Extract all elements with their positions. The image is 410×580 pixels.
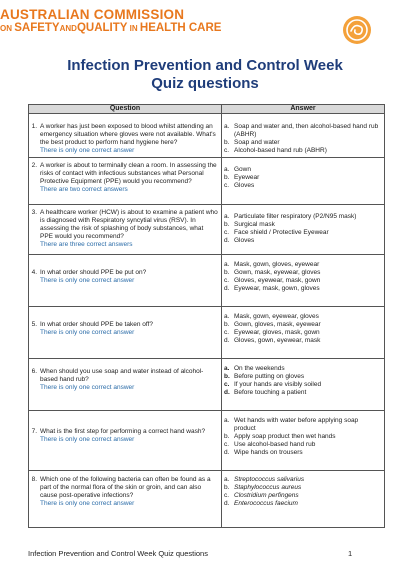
question-hint: There are three correct answers [40,241,133,248]
question-number: 4. [31,269,37,276]
answer-option: b. Staphylococcus aureus [224,484,302,491]
question-hint: There are two correct answers [40,186,128,193]
quiz-table [28,104,385,528]
answer-option: c. Eyewear, gloves, mask, gown [224,329,320,336]
column-header-question: Question [29,105,222,114]
answer-option: c. Face shield / Protective Eyewear [224,229,329,236]
question-cell [29,307,222,359]
question-hint: There is only one correct answer [40,500,135,507]
answer-option: a. Wet hands with water before applying soap product [224,417,359,432]
question-number: 8. [31,476,37,483]
question-number: 1. [31,123,37,130]
question-number: 7. [31,428,37,435]
question-number: 5. [31,321,37,328]
answer-option: b. Apply soap product then wet hands [224,433,336,440]
question-cell [29,471,222,528]
question-hint: There is only one correct answer [40,329,135,336]
table-row [29,205,385,255]
question-cell [29,205,222,255]
answer-cell [222,114,385,158]
answer-cell [222,158,385,205]
question-text: When should you use soap and water instead of alcohol-based hand rub? [40,368,204,383]
question-number: 2. [31,162,37,169]
answer-option: c. Gloves [224,182,255,189]
answer-option: a. Mask, gown, eyewear, gloves [224,313,319,320]
question-cell [29,114,222,158]
question-number: 6. [31,368,37,375]
answer-cell [222,471,385,528]
answer-cell [222,255,385,307]
question-cell [29,359,222,411]
answer-option: c. If your hands are visibly soiled [224,381,322,388]
question-text: What is the first step for performing a correct hand wash? [40,428,206,435]
answer-option: d. Before touching a patient [224,389,307,396]
answer-option: c. Alcohol-based hand rub (ABHR) [224,147,327,154]
table-row [29,359,385,411]
question-text: A worker has just been exposed to blood whilst attending an emergency situation where gloves were not available. What's the best product to perform hand hygiene here? [40,123,216,146]
answer-option: d. Gloves [224,237,255,244]
question-hint: There is only one correct answer [40,147,135,154]
question-hint: There is only one correct answer [40,277,135,284]
answer-option: b. Gown, mask, eyewear, gloves [224,269,321,276]
table-row [29,114,385,158]
page-title: Infection Prevention and Control Week [67,57,343,74]
answer-option: d. Enterococcus faecium [224,500,298,507]
org-name-line1: AUSTRALIAN COMMISSION [0,7,185,22]
answer-option: a. Gown [224,166,251,173]
answer-option: b. Surgical mask [224,221,275,228]
table-header-row [29,105,385,114]
answer-option: a. Soap and water and, then alcohol-based hand rub (ABHR) [224,123,379,138]
question-text: In what order should PPE be taken off? [40,321,153,328]
table-row [29,255,385,307]
answer-option: c. Clostridium perfingens [224,492,299,499]
answer-option: b. Soap and water [224,139,280,146]
answer-option: a. Streptococcus salivarius [224,476,305,483]
answer-cell [222,359,385,411]
page-subtitle: Quiz questions [151,75,259,92]
question-text: A worker is about to terminally clean a room. In assessing the risks of contact with infectious substances what Personal Protective Equipment (PPE) would you recommend? [40,162,217,185]
answer-option: b. Before putting on gloves [224,373,305,380]
table-row [29,411,385,471]
question-text: A healthcare worker (HCW) is about to examine a patient who is diagnosed with Respiratory syncytial virus (RSV). In assessing the risk of splashing of body substances, what PPE would you recommend? [40,209,218,240]
answer-cell [222,205,385,255]
logo-wordmark [0,8,221,35]
question-number: 3. [31,209,37,216]
answer-option: a. On the weekends [224,365,285,372]
footer-document-title: Infection Prevention and Control Week Quiz questions [28,549,208,558]
table-row [29,158,385,205]
answer-option: c. Use alcohol-based hand rub [224,441,316,448]
question-hint: There is only one correct answer [40,384,135,391]
question-hint: There is only one correct answer [40,436,135,443]
column-header-answer: Answer [222,105,385,114]
question-cell [29,158,222,205]
answer-option: d. Gloves, gown, eyewear, mask [224,337,321,344]
table-row [29,471,385,528]
answer-option: a. Mask, gown, gloves, eyewear [224,261,320,268]
answer-option: d. Wipe hands on trousers [224,449,303,456]
acsqhc-logo-icon [342,15,372,45]
answer-option: a. Particulate filter respiratory (P2/N95 mask) [224,213,357,220]
question-text: Which one of the following bacteria can often be found as a part of the normal flora of the skin or groin, and can also cause post-operative infections? [40,476,211,499]
question-cell [29,255,222,307]
table-row [29,307,385,359]
org-name-line2: ON SAFETYANDQUALITY IN HEALTH CARE [0,22,222,34]
question-cell [29,411,222,471]
answer-cell [222,307,385,359]
answer-option: b. Eyewear [224,174,260,181]
answer-cell [222,411,385,471]
answer-option: d. Eyewear, mask, gown, gloves [224,285,320,292]
question-text: In what order should PPE be put on? [40,269,147,276]
answer-option: c. Gloves, eyewear, mask, gown [224,277,321,284]
footer-page-number: 1 [348,549,353,558]
answer-option: b. Gown, gloves, mask, eyewear [224,321,321,328]
